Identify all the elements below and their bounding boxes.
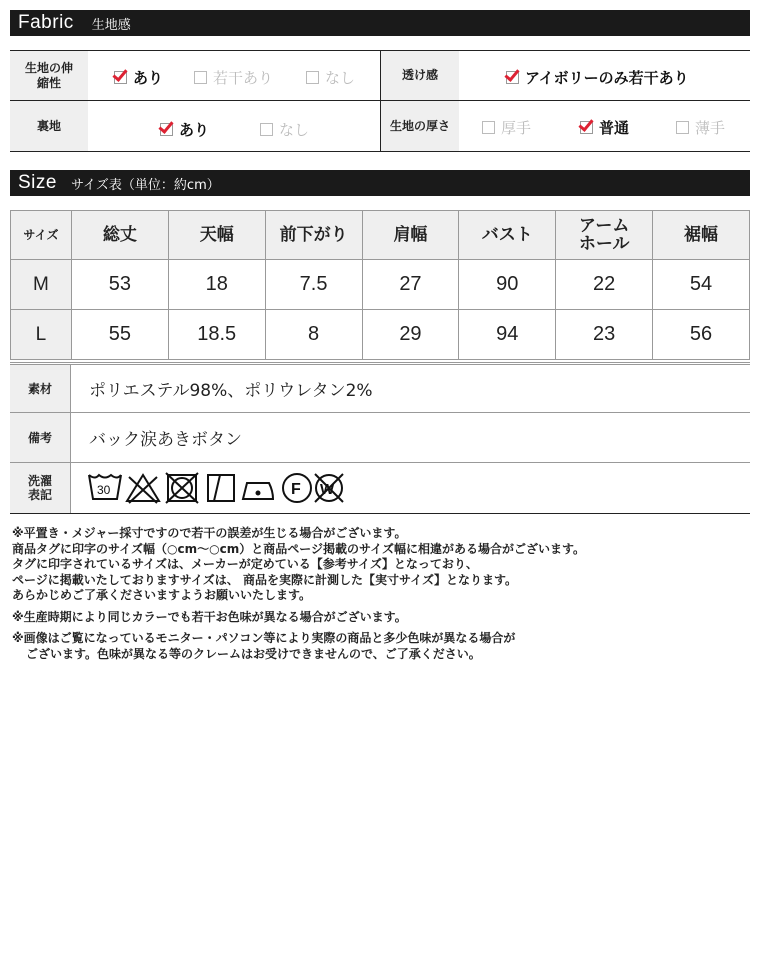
notes-value: バック涙あきボタン xyxy=(89,430,242,450)
sheer-label: 透け感 xyxy=(381,51,459,100)
checkbox-empty-icon xyxy=(482,121,495,134)
footnote: あらかじめご了承くださいますようお願いいたします。 xyxy=(12,588,312,602)
value-cell: 55 xyxy=(71,310,168,360)
care-icons xyxy=(71,463,750,513)
checkbox-empty-icon xyxy=(306,71,319,84)
footnotes xyxy=(12,526,752,662)
footnote: ※平置き・メジャー採寸ですので若干の誤差が生じる場合がございます。 xyxy=(12,526,407,540)
value-cell: 18.5 xyxy=(168,310,265,360)
thickness-label: 生地の厚さ xyxy=(381,101,459,151)
value-cell: 94 xyxy=(459,310,556,360)
footnote: ※画像はご覧になっているモニター・パソコン等により実際の商品と多少色味が異なる場合が xyxy=(12,631,516,645)
no-bleach-icon xyxy=(127,475,159,503)
material-row xyxy=(10,365,750,413)
value-cell: 22 xyxy=(556,260,653,310)
header-hem-width: 裾幅 xyxy=(653,211,750,260)
stretch-label: 生地の伸縮性 xyxy=(10,51,88,100)
checkbox-empty-icon xyxy=(260,123,273,136)
header-armhole: アーム ホール xyxy=(556,211,653,260)
no-wet-clean-icon xyxy=(315,474,343,502)
notes-label: 備考 xyxy=(10,413,71,462)
lining-label: 裏地 xyxy=(10,101,88,151)
checkbox-empty-icon xyxy=(194,71,207,84)
value-cell: 18 xyxy=(168,260,265,310)
header-front-drop: 前下がり xyxy=(265,211,362,260)
table-row xyxy=(11,260,750,310)
value-cell: 27 xyxy=(362,260,459,310)
notes-row xyxy=(10,413,750,463)
value-cell: 53 xyxy=(71,260,168,310)
header-shoulder: 肩幅 xyxy=(362,211,459,260)
material-value: ポリエステル98%、ポリウレタン2% xyxy=(89,381,373,401)
size-subtitle: サイズ表（単位：約cm） xyxy=(70,177,220,193)
checkbox-checked-icon xyxy=(114,71,127,84)
value-cell: 8 xyxy=(265,310,362,360)
svg-text:W: W xyxy=(320,481,335,498)
stretch-option-none: なし xyxy=(306,67,355,88)
checkbox-checked-icon xyxy=(580,121,593,134)
material-label: 素材 xyxy=(10,365,71,412)
value-cell: 56 xyxy=(653,310,750,360)
fabric-table xyxy=(10,50,750,152)
stretch-option-slight: 若干あり xyxy=(194,67,273,88)
size-cell: M xyxy=(11,260,72,310)
checkbox-checked-icon xyxy=(506,71,519,84)
thickness-option-normal: 普通 xyxy=(580,117,629,138)
thickness-option-thick: 厚手 xyxy=(482,117,531,138)
no-tumble-dry-icon xyxy=(166,473,198,503)
svg-text:F: F xyxy=(291,481,301,498)
size-table-header-row xyxy=(11,211,750,260)
lining-option-yes: あり xyxy=(160,119,209,140)
wash-30-icon xyxy=(89,475,121,499)
header-neck-width: 天幅 xyxy=(168,211,265,260)
size-cell: L xyxy=(11,310,72,360)
stretch-option-yes: あり xyxy=(114,67,163,88)
checkbox-empty-icon xyxy=(676,121,689,134)
footnote: ページに掲載いたしておりますサイズは、 商品を実際に計測した【実寸サイズ】となります。 xyxy=(12,572,518,587)
header-bust: バスト xyxy=(459,211,556,260)
size-table xyxy=(10,210,750,360)
value-cell: 54 xyxy=(653,260,750,310)
footnote: ございます。色味が異なる等のクレームはお受けできませんので、ご了承ください。 xyxy=(26,646,481,661)
info-table xyxy=(10,362,750,514)
footnote: タグに印字されているサイズは、メーカーが定めている【参考サイズ】となっており、 xyxy=(12,557,478,571)
sheer-option: アイボリーのみ若干あり xyxy=(506,67,689,88)
fabric-section-header xyxy=(10,10,750,36)
care-symbols xyxy=(87,471,347,505)
value-cell: 90 xyxy=(459,260,556,310)
value-cell: 29 xyxy=(362,310,459,360)
table-row xyxy=(11,310,750,360)
header-length: 総丈 xyxy=(71,211,168,260)
value-cell: 23 xyxy=(556,310,653,360)
size-section-header xyxy=(10,170,750,196)
svg-text:30: 30 xyxy=(97,483,111,497)
lining-option-no: なし xyxy=(260,119,309,140)
value-cell: 7.5 xyxy=(265,260,362,310)
footnote: 商品タグに印字のサイズ幅（○cm～○cm）と商品ページ掲載のサイズ幅に相違がある場合がございます。 xyxy=(12,541,586,556)
fabric-title: Fabric xyxy=(18,12,74,33)
care-row xyxy=(10,463,750,514)
checkbox-checked-icon xyxy=(160,123,173,136)
care-label: 洗濯 表記 xyxy=(10,463,71,513)
thickness-option-thin: 薄手 xyxy=(676,117,725,138)
footnote: ※生産時期により同じカラーでも若干お色味が異なる場合がございます。 xyxy=(12,609,407,624)
dry-clean-f-icon xyxy=(283,474,311,502)
fabric-subtitle: 生地感 xyxy=(91,17,131,33)
size-title: Size xyxy=(18,172,57,193)
header-size: サイズ xyxy=(11,211,72,260)
iron-low-icon xyxy=(243,483,273,499)
line-dry-icon xyxy=(208,475,234,501)
